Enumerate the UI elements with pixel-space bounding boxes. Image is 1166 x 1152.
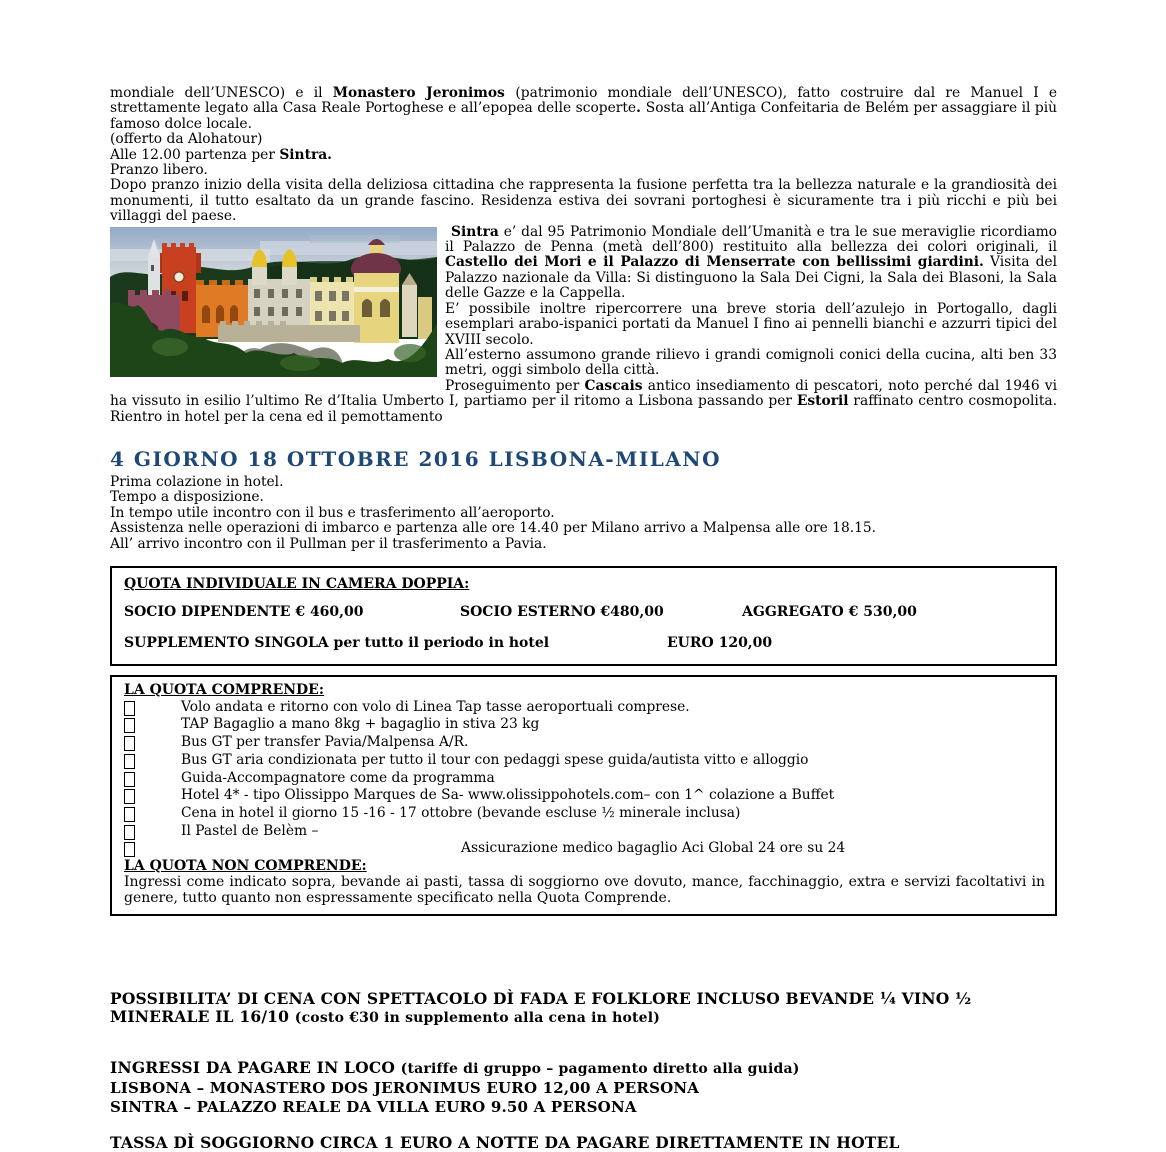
text-run-bold: .: [636, 100, 646, 117]
text-run: raffinato centro cosmopolita. Rientro in hotel per la cena ed il pemottamento: [110, 393, 1057, 425]
text-run: antico insediamento di pescatori, noto perché dal 1946 vi ha vissuto in esilio l’ultimo Re d’Italia Umberto I, partiamo per il ritomo a Lisbona passando per: [110, 377, 1057, 410]
non-comprende-text: Ingressi come indicato sopra, bevande ai pasti, tassa di soggiorno ove dovuto, mance, facchinaggio, extra e servizi facoltativi in genere, tutto quanto non espressamente specificato nella Quota Comprende.: [124, 874, 1045, 906]
ingressi-heading: [110, 1058, 1057, 1079]
pena-palace-photo: [110, 227, 437, 377]
text-run: mondiale dell’UNESCO) e il: [110, 85, 333, 101]
text-run-bold: Sintra.: [279, 146, 332, 163]
list-item-text: Guida-Accompagnatore come da programma: [181, 769, 495, 786]
text-run: Visita del Palazzo nazionale da Villa: Si distinguono la Sala Dei Cigni, la Sala dei Blasoni, la Sala delle Gazze e la Cappella.: [445, 254, 1057, 302]
pranzo-line: Pranzo libero.: [110, 162, 208, 179]
checkbox-glyph-icon: [124, 807, 135, 822]
offerto-line: (offerto da Alohatour): [110, 131, 263, 148]
azulejo-paragraph: E’ possibile inoltre ripercorrere una breve storia dell’azulejo in Portogallo, dagli esemplari arabo-ispanici portati da Manuel I fino ai pennelli bianchi e azzurri tipici del XVIII secolo.: [445, 300, 1057, 348]
list-item: [112, 734, 1055, 752]
text-run-bold: Cascais: [584, 377, 643, 394]
quota-box-title: QUOTA INDIVIDUALE IN CAMERA DOPPIA:: [124, 575, 470, 592]
list-item-text: Cena in hotel il giorno 15 -16 - 17 ottobre (bevande escluse ½ minerale inclusa): [181, 805, 741, 821]
list-item: [112, 840, 1055, 858]
text-run-bold: Monastero Jeronimos: [332, 85, 516, 101]
checkbox-glyph-icon: [124, 825, 135, 840]
list-item: [112, 716, 1055, 734]
quota-price-box: [110, 566, 1057, 666]
socio-dipendente-price: SOCIO DIPENDENTE € 460,00: [124, 603, 364, 620]
day4-line: Assistenza nelle operazioni di imbarco e partenza alle ore 14.40 per Milano arrivo a Malpensa alle ore 18.15.: [110, 520, 877, 537]
text-run-bold: Sintra: [451, 223, 499, 240]
tassa-soggiorno-note: TASSA DÌ SOGGIORNO CIRCA 1 EURO A NOTTE DA PAGARE DIRETTAMENTE IN HOTEL: [110, 1132, 900, 1152]
text-run-bold: POSSIBILITA’ DI CENA CON SPETTACOLO DÌ FADA E FOLKLORE INCLUSO BEVANDE ¼ VINO ½: [110, 988, 972, 1008]
supplemento-value: EURO 120,00: [667, 635, 773, 652]
ingressi-note: (tariffe di gruppo – pagamento diretto alla guida): [400, 1060, 800, 1077]
text-run-bold: Estoril: [796, 393, 849, 410]
text-run-bold: MINERALE IL 16/10: [110, 1007, 295, 1027]
list-item: [112, 805, 1055, 823]
checkbox-glyph-icon: [124, 789, 135, 804]
text-run: (patrimonio mondiale dell’UNESCO), fatto costruire dal re Manuel I e strettamente legato alla Casa Reale Portoghese e all’epopea delle scoperte: [110, 85, 1057, 117]
text-run: Alle 12.00 partenza per: [110, 146, 280, 163]
quota-price-row: [124, 605, 1043, 620]
checkbox-glyph-icon: [124, 736, 135, 751]
list-item: [112, 787, 1055, 805]
partenza-line: [110, 148, 1057, 163]
day4-line: In tempo utile incontro con il bus e trasferimento all’aeroporto.: [110, 504, 555, 521]
checkbox-glyph-icon: [124, 718, 135, 733]
checkbox-glyph-icon: [124, 701, 135, 716]
possibilita-note: [110, 990, 1057, 1028]
ingressi-line: SINTRA – PALAZZO REALE DA VILLA EURO 9.50 A PERSONA: [110, 1097, 637, 1116]
checkbox-glyph-icon: [124, 772, 135, 787]
day4-line: All’ arrivo incontro con il Pullman per il trasferimento a Pavia.: [110, 535, 547, 552]
list-item-text: Bus GT per transfer Pavia/Malpensa A/R.: [181, 734, 469, 751]
assicurazione-text: Assicurazione medico bagaglio Aci Global 24 ore su 24: [461, 840, 846, 857]
list-item-text: TAP Bagaglio a mano 8kg + bagaglio in stiva 23 kg: [181, 716, 540, 733]
comignoli-paragraph: All’esterno assumono grande rilievo i grandi comignoli conici della cucina, alti ben 33 metri, oggi simbolo della città.: [445, 346, 1057, 379]
list-item: [112, 699, 1055, 717]
cascais-paragraph: [110, 379, 1057, 425]
list-item: [112, 770, 1055, 788]
list-item: [112, 823, 1055, 841]
text-run-bold: INGRESSI DA PAGARE IN LOCO: [110, 1057, 401, 1077]
text-run: Sosta all’Antiga Confeitaria de Belém per assaggiare il più famoso dolce locale.: [110, 100, 1057, 132]
supplemento-label: SUPPLEMENTO SINGOLA per tutto il periodo in hotel: [124, 635, 550, 652]
aggregato-price: AGGREGATO € 530,00: [742, 603, 917, 620]
text-run: e’ dal 95 Patrimonio Mondiale dell’Umanità e tra le sue meraviglie ricordiamo il Palazzo de Penna (metà dell’800) restituito alla bellezza dei colori originali, il: [445, 223, 1057, 256]
day4-line: Prima colazione in hotel.: [110, 473, 284, 490]
possibilita-cost-note: (costo €30 in supplemento alla cena in hotel): [294, 1010, 661, 1027]
text-run: Proseguimento per: [445, 377, 585, 394]
non-comprende-title: LA QUOTA NON COMPRENDE:: [124, 858, 367, 875]
quota-comprende-box: [110, 675, 1057, 916]
sintra-intro-paragraph: Dopo pranzo inizio della visita della deliziosa cittadina che rappresenta la fusione perfetta tra la bellezza naturale e la grandiosità dei monumenti, il tutto esaltato da un grande fascino. Residenza estiva dei sovrani portoghesi è sicuramente tra i più ricchi e più bei villaggi del paese.: [110, 177, 1057, 225]
ingressi-line: LISBONA – MONASTERO DOS JERONIMUS EURO 12,00 A PERSONA: [110, 1078, 700, 1097]
intro-paragraph: [110, 86, 1057, 132]
day4-line: Tempo a disposizione.: [110, 489, 264, 506]
day4-heading: 4 GIORNO 18 OTTOBRE 2016 LISBONA-MILANO: [110, 446, 722, 471]
list-item-text: Volo andata e ritorno con volo di Linea Tap tasse aeroportuali comprese.: [181, 698, 690, 715]
comprende-title: LA QUOTA COMPRENDE:: [124, 681, 325, 698]
checkbox-glyph-icon: [124, 754, 135, 769]
list-item: [112, 752, 1055, 770]
supplemento-row: [124, 636, 1043, 651]
list-item-text: Hotel 4* - tipo Olissippo Marques de Sa- www.olissippohotels.com– con 1^ colazione a Buffet: [181, 787, 835, 804]
text-run-bold: Castello dei Mori e il Palazzo di Menserrate con bellissimi giardini.: [445, 254, 984, 271]
list-item-text: Il Pastel de Belèm –: [181, 822, 319, 839]
socio-esterno-price: SOCIO ESTERNO €480,00: [460, 603, 664, 620]
checkbox-glyph-icon: [124, 842, 135, 857]
list-item-text: Bus GT aria condizionata per tutto il tour con pedaggi spese guida/autista vitto e alloggio: [181, 751, 809, 768]
ingressi-section: [110, 1058, 1057, 1117]
